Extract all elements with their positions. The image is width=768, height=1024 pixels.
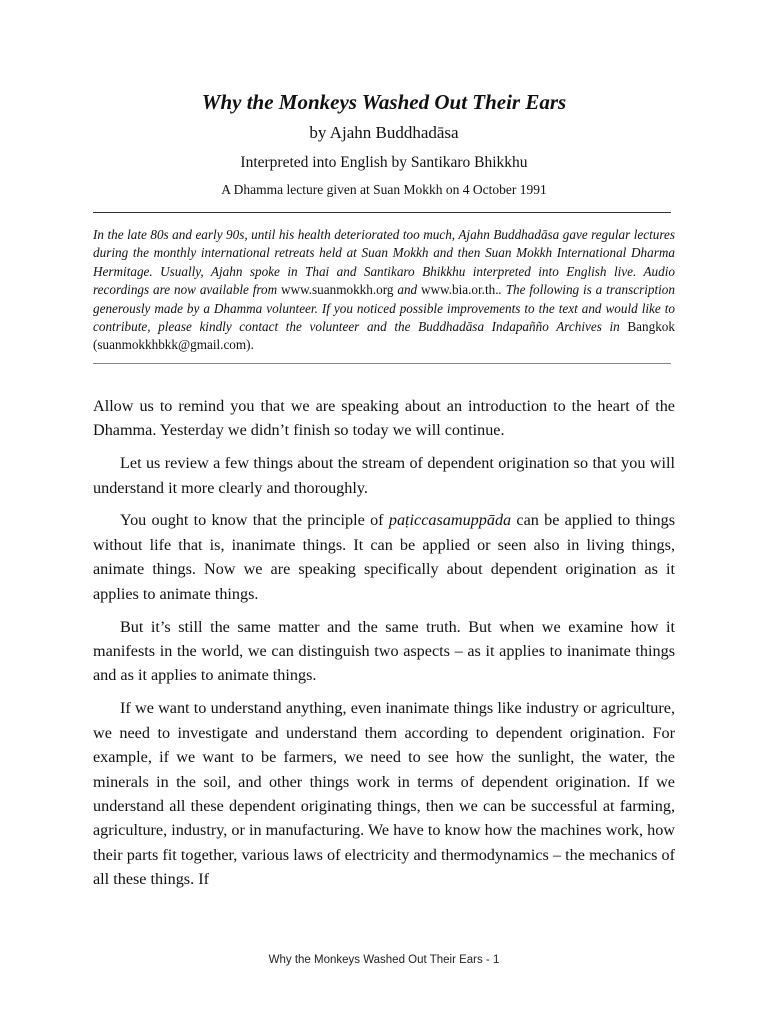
intro-text-2: . The following is a transcription generously made by a Dhamma volunteer. If you noticed possible improvements to the text and would like to contribute, please kindly contact the volunteer and the Buddhadāsa Indapañño Archives in	[93, 282, 675, 335]
paragraph-2: Let us review a few things about the stream of dependent origination so that you will understand it more clearly and thoroughly.	[93, 454, 675, 497]
paragraph-4: But it’s still the same matter and the same truth. But when we examine how it manifests in the world, we can distinguish two aspects – as it applies to inanimate things and as it applies to animate things.	[93, 617, 675, 685]
bottom-divider	[93, 363, 671, 364]
lecture-info: A Dhamma lecture given at Suan Mokkh on 4 October 1991	[221, 182, 547, 197]
intro-note: In the late 80s and early 90s, until his health deteriorated too much, Ajahn Buddhadāsa gave regular lectures during the monthly international retreats held at Suan Mokkh and then Suan Mokkh International Dharma Hermitage. Usually, Ajahn spoke in Thai and Santikaro Bhikkhu interpreted into English live. Audio recordings are now available from www.suanmokkh.org and www.bia.or.th.. The following is a transcription generously made by a Dhamma volunteer. If you noticed possible improvements to the text and would like to contribute, please kindly contact the volunteer and the Buddhadāsa Indapañño Archives in Bangkok (suanmokkhbkk@gmail.com).	[93, 227, 675, 353]
document-title: Why the Monkeys Washed Out Their Ears	[201, 90, 567, 114]
intro-and: and	[393, 282, 421, 298]
suanmokkh-link: www.suanmokkh.org	[281, 282, 394, 298]
body-text	[93, 394, 675, 892]
author-line: by Ajahn Buddhadāsa	[309, 123, 459, 142]
intro-text-1: In the late 80s and early 90s, until his health deteriorated too much, Ajahn Buddhadāsa gave regular lectures during the monthly international retreats held at Suan Mokkh and then Suan Mokkh International Dharma Hermitage. Usually, Ajahn spoke in Thai and Santikaro Bhikkhu interpreted into English live. Audio recordings are now available from	[93, 227, 675, 298]
top-divider	[93, 212, 671, 213]
pali-term: paṭiccasamuppāda	[388, 511, 512, 530]
bia-link: www.bia.or.th	[421, 282, 496, 298]
paragraph-1: Allow us to remind you that we are speaking about an introduction to the heart of the Dhamma. Yesterday we didn’t finish so today we will continue.	[93, 396, 675, 440]
paragraph-3: You ought to know that the principle of paṭiccasamuppāda can be applied to things without life that is, inanimate things. It can be applied or seen also in living things, animate things. Now we are speaking specifically about dependent origination as it applies to animate things.	[93, 511, 675, 603]
interpreter-line: Interpreted into English by Santikaro Bhikkhu	[240, 154, 528, 171]
contact-info: Bangkok (suanmokkhbkk@gmail.com)	[93, 319, 675, 353]
page-footer: Why the Monkeys Washed Out Their Ears - 1	[268, 954, 500, 966]
paragraph-5: If we want to understand anything, even inanimate things like industry or agriculture, we need to investigate and understand them according to dependent origination. For example, if we want to be farmers, we need to see how the sunlight, the water, the minerals in the soil, and other things work in terms of dependent origination. If we understand all these dependent originating things, then we can be successful at farming, agriculture, industry, or in manufacturing. We have to know how the machines work, how their parts fit together, various laws of electricity and thermodynamics – the mechanics of all these things. If	[93, 699, 675, 889]
